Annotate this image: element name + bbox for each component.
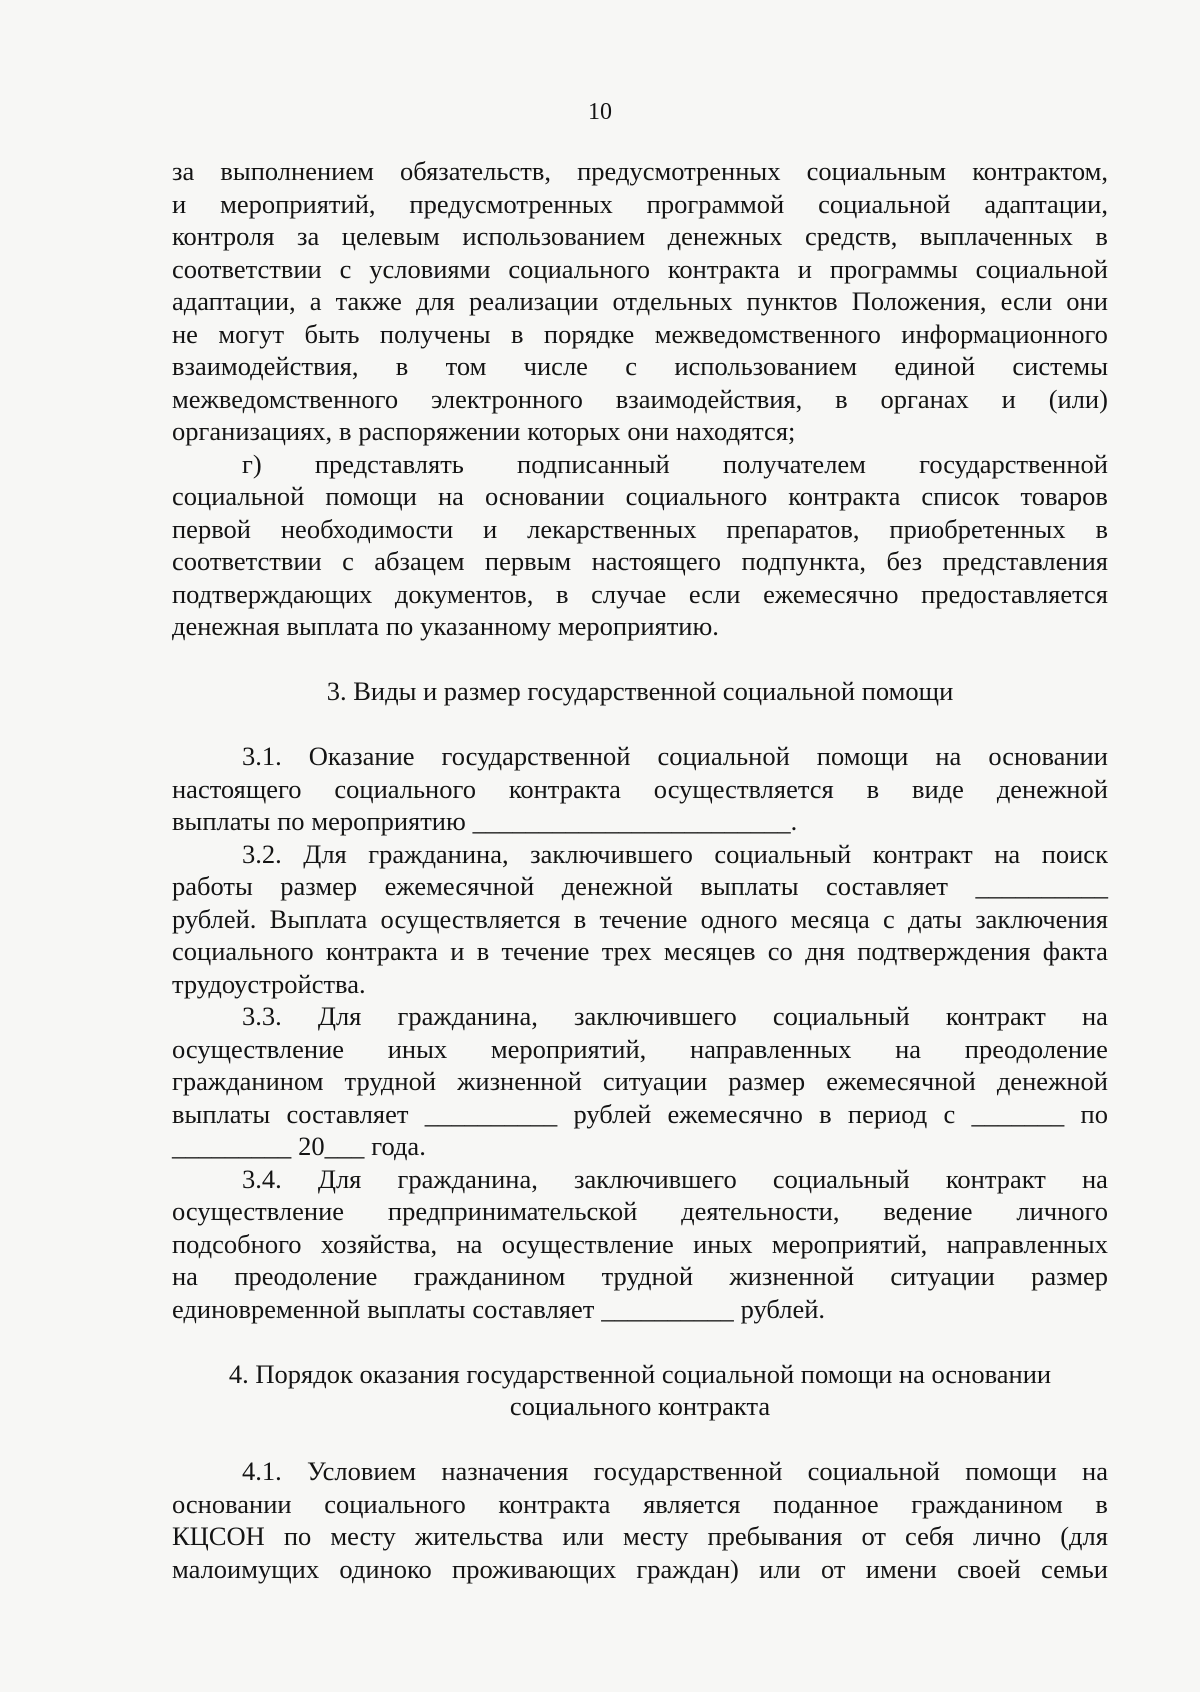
text-line: настоящего социального контракта осуществляется в виде денежной xyxy=(172,773,1108,804)
text-line: взаимодействия, в том числе с использованием единой системы xyxy=(172,351,1108,381)
text-line: _________ 20___ года. xyxy=(172,1131,426,1161)
text-line: 4.1. Условием назначения государственной социальной помощи на xyxy=(242,1456,1108,1486)
text-line: рублей. Выплата осуществляется в течение одного месяца с даты заключения xyxy=(172,903,1108,934)
text-line: 3.3. Для гражданина, заключившего социальный контракт на xyxy=(242,1001,1108,1031)
text-line: работы размер ежемесячной денежной выплаты составляет __________ xyxy=(172,871,1108,901)
text-line: осуществление предпринимательской деятельности, ведение личного xyxy=(172,1196,1108,1226)
blank-line xyxy=(172,1325,1108,1358)
text-line: организациях, в распоряжении которых они находятся; xyxy=(172,416,796,446)
text-line: не могут быть получены в порядке межведомственного информационного xyxy=(172,318,1108,349)
page-number: 10 xyxy=(588,99,612,125)
blank-line xyxy=(172,643,1108,676)
text-line: 3.1. Оказание государственной социальной помощи на основании xyxy=(242,741,1108,771)
section-heading-line: 3. Виды и размер государственной социальной помощи xyxy=(326,676,954,706)
text-line: контроля за целевым использованием денежных средств, выплаченных в xyxy=(172,221,1108,251)
text-line: подтверждающих документов, в случае если ежемесячно предоставляется xyxy=(172,578,1108,609)
section-heading-line: социального контракта xyxy=(509,1391,771,1421)
text-line: социальной помощи на основании социального контракта список товаров xyxy=(172,481,1108,511)
text-line: адаптации, а также для реализации отдельных пунктов Положения, если они xyxy=(172,286,1108,316)
text-line: осуществление иных мероприятий, направленных на преодоление xyxy=(172,1033,1108,1064)
blank-line xyxy=(172,1423,1108,1456)
text-line: гражданином трудной жизненной ситуации размер ежемесячной денежной xyxy=(172,1066,1108,1096)
text-line: выплаты составляет __________ рублей ежемесячно в период с _______ по xyxy=(172,1098,1108,1129)
text-line: 3.4. Для гражданина, заключившего социальный контракт на xyxy=(242,1163,1108,1194)
section-heading-line: 4. Порядок оказания государственной социальной помощи на основании xyxy=(228,1358,1052,1389)
text-line: соответствии с условиями социального контракта и программы социальной xyxy=(172,253,1108,284)
text-line: подсобного хозяйства, на осуществление иных мероприятий, направленных xyxy=(172,1228,1108,1259)
text-line: за выполнением обязательств, предусмотренных социальным контрактом, xyxy=(172,156,1108,186)
text-line: социального контракта и в течение трех месяцев со дня подтверждения факта xyxy=(172,936,1108,966)
text-line: трудоустройства. xyxy=(172,968,366,999)
text-line: единовременной выплаты составляет __________ рублей. xyxy=(172,1293,826,1324)
text-line: на преодоление гражданином трудной жизненной ситуации размер xyxy=(172,1261,1108,1291)
text-line: малоимущих одиноко проживающих граждан) или от имени своей семьи xyxy=(172,1553,1108,1584)
text-line: первой необходимости и лекарственных препаратов, приобретенных в xyxy=(172,513,1108,544)
blank-line xyxy=(172,708,1108,741)
text-line: КЦСОН по месту жительства или месту пребывания от себя лично (для xyxy=(172,1521,1108,1551)
document-body xyxy=(172,155,1108,1585)
text-line: основании социального контракта является поданное гражданином в xyxy=(172,1488,1108,1519)
text-line: денежная выплата по указанному мероприятию. xyxy=(172,611,719,641)
text-line: и мероприятий, предусмотренных программой социальной адаптации, xyxy=(172,188,1108,219)
text-line: межведомственного электронного взаимодействия, в органах и (или) xyxy=(172,383,1108,414)
text-line: соответствии с абзацем первым настоящего подпункта, без представления xyxy=(172,546,1108,576)
text-line: г) представлять подписанный получателем государственной xyxy=(242,448,1108,479)
text-line: выплаты по мероприятию ________________________. xyxy=(172,806,798,836)
text-line: 3.2. Для гражданина, заключившего социальный контракт на поиск xyxy=(242,838,1108,869)
